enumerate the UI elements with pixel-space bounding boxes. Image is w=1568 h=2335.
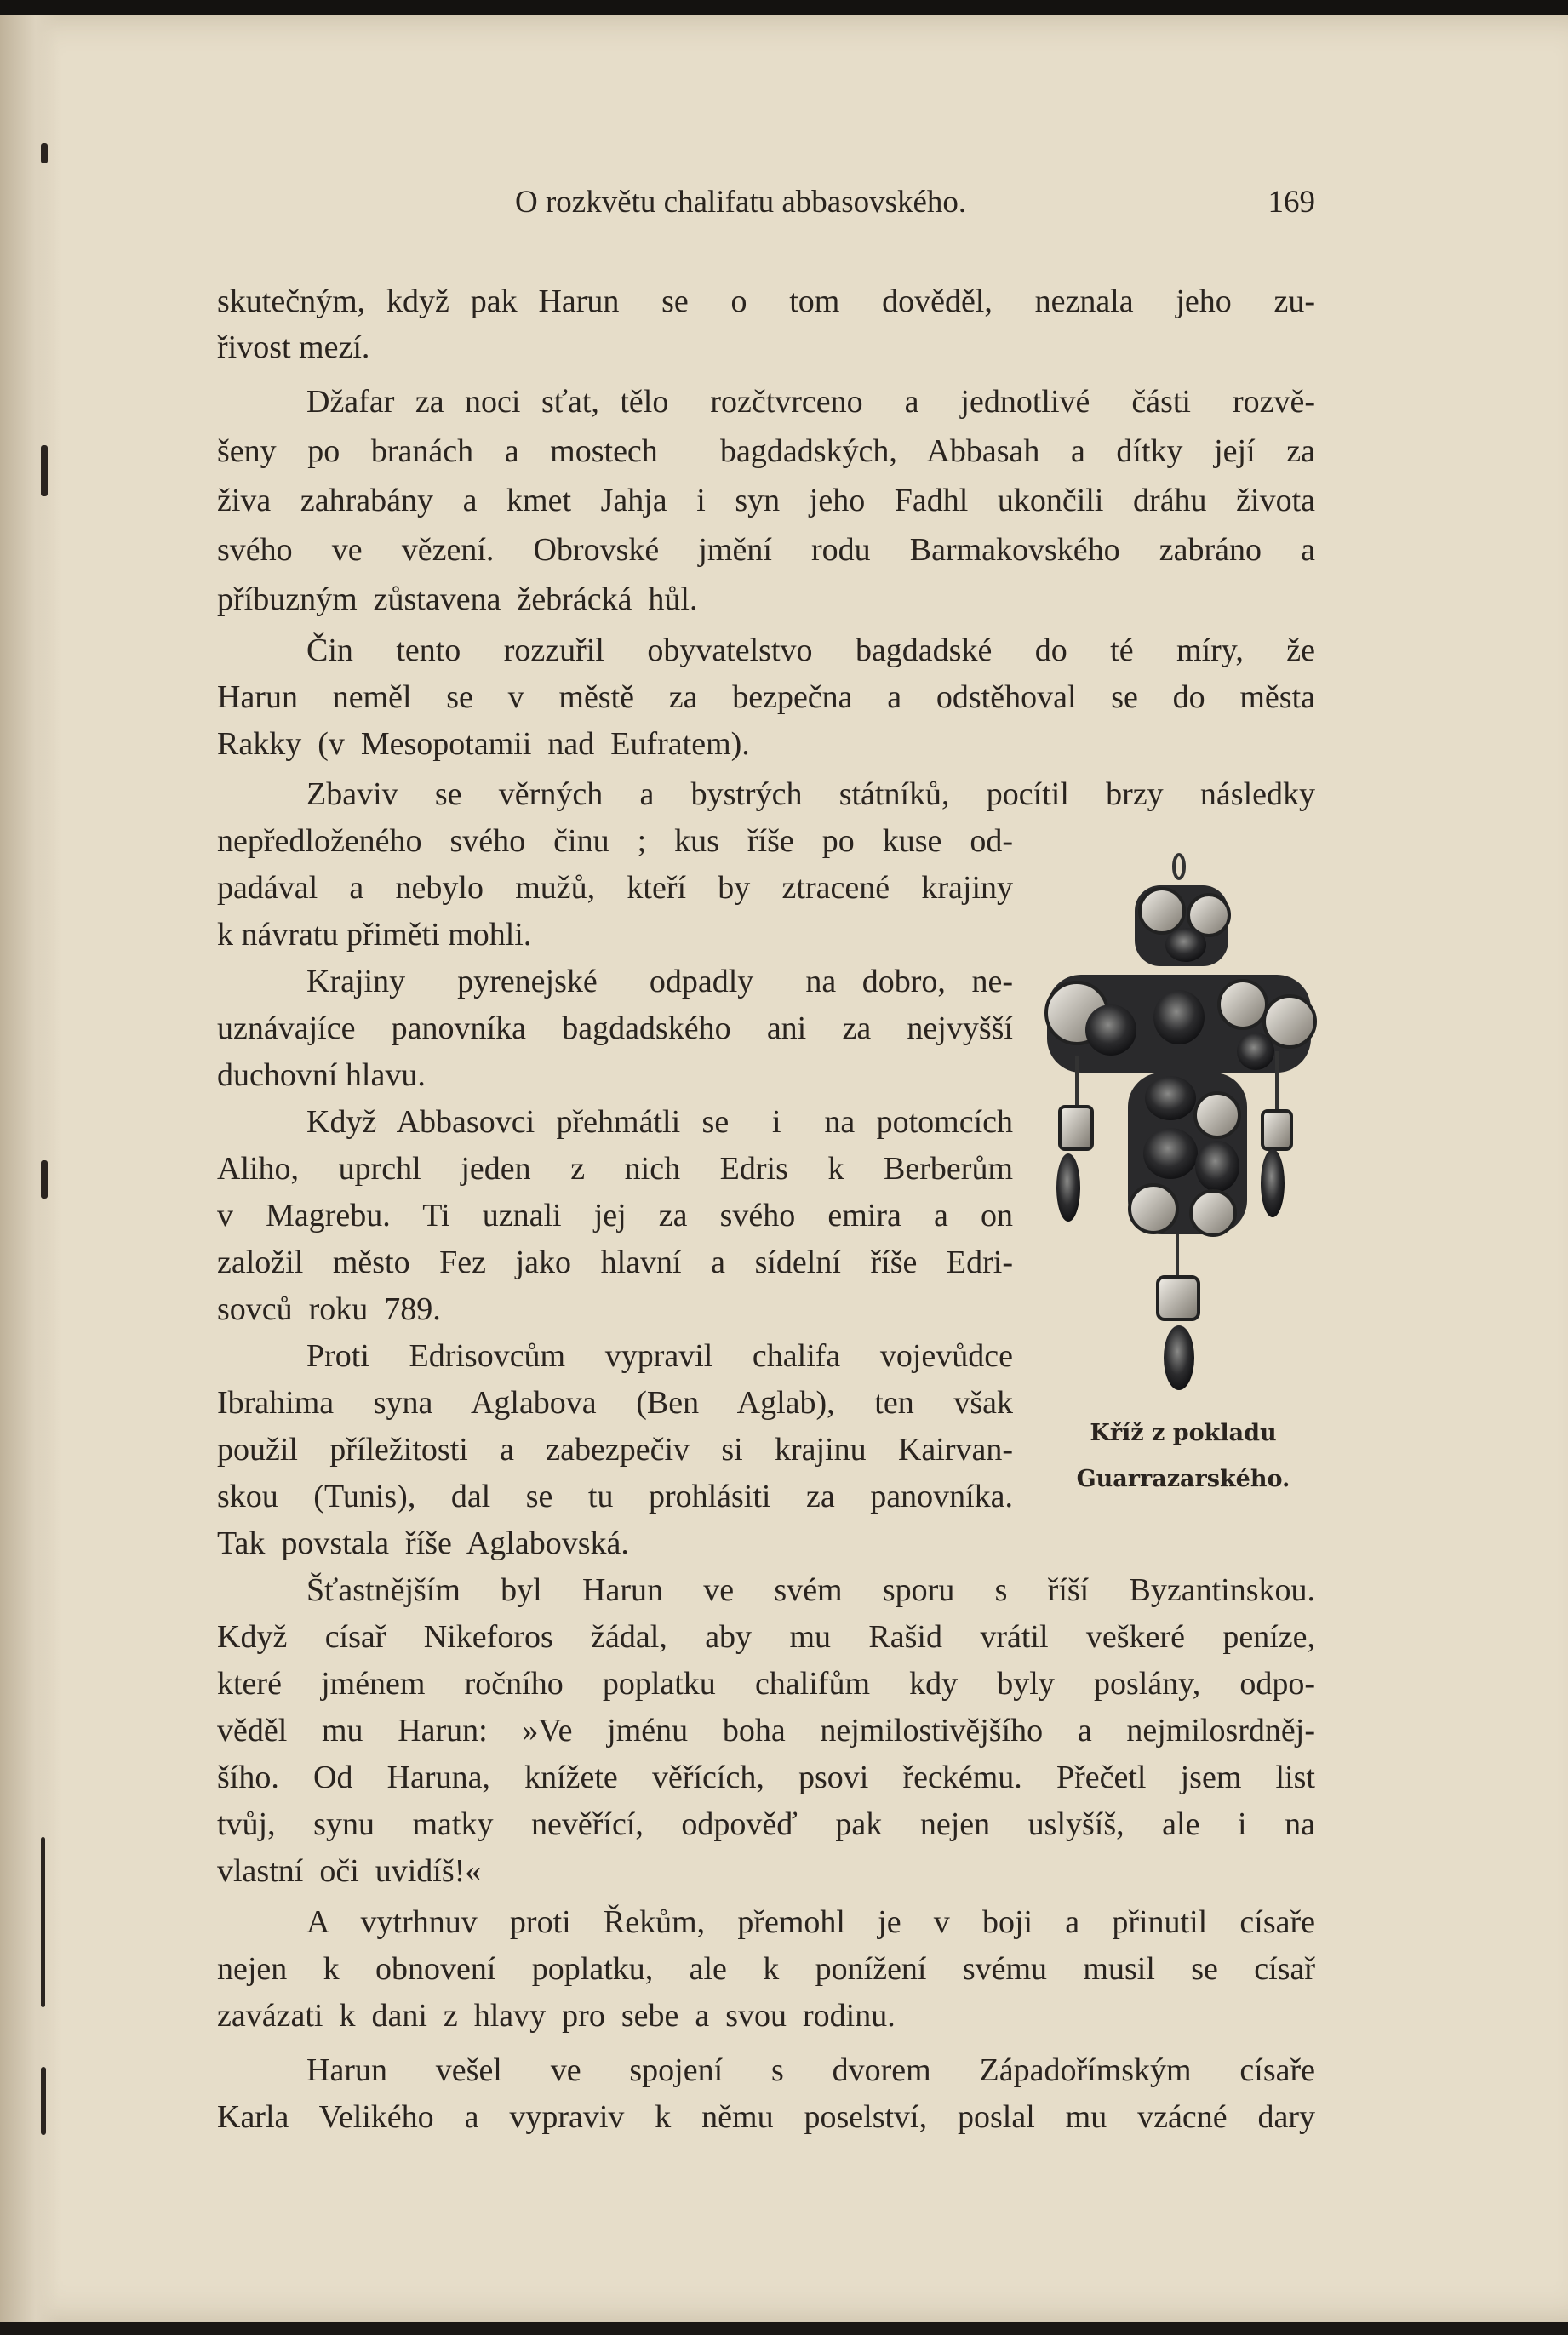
text-line: skutečným, když pak Harun se o tom dověděl, neznala jeho zu- xyxy=(217,283,1315,319)
text-line: šeny po branách a mostech bagdadských, Abbasah a dítky její za xyxy=(217,433,1315,469)
text-line: Rakky (v Mesopotamii nad Eufratem). xyxy=(217,726,750,762)
text-line: duchovní hlavu. xyxy=(217,1057,426,1093)
text-line: Harun neměl se v městě za bezpečna a odstěhoval se do města xyxy=(217,679,1315,715)
page-gutter xyxy=(0,15,60,2322)
text-line: tvůj, synu matky nevěřící, odpověď pak nejen uslyšíš, ale i na xyxy=(217,1806,1315,1842)
text-line: A vytrhnuv proti Řekům, přemohl je v boji a přinutil císaře xyxy=(306,1904,1315,1940)
binding-mark xyxy=(41,1160,48,1199)
text-line: Harun vešel ve spojení s dvorem Západořímským císaře xyxy=(306,2052,1315,2088)
text-line: Tak povstala říše Aglabovská. xyxy=(217,1525,629,1561)
scan-top-edge xyxy=(0,0,1568,15)
binding-mark xyxy=(41,1837,45,2007)
text-line: řivost mezí. xyxy=(217,329,370,365)
text-line: Krajiny pyrenejské odpadly na dobro, ne- xyxy=(306,964,1013,999)
running-title: O rozkvětu chalifatu abbasovského. xyxy=(515,185,967,220)
text-line: Zbaviv se věrných a bystrých státníků, pocítil brzy následky xyxy=(306,776,1315,812)
text-line: nepředloženého svého činu ; kus říše po kuse od- xyxy=(217,823,1013,859)
text-line: živa zahrabány a kmet Jahja i syn jeho Fadhl ukončili dráhu života xyxy=(217,483,1315,518)
text-line: skou (Tunis), dal se tu prohlásiti za panovníka. xyxy=(217,1479,1013,1514)
text-line: Když císař Nikeforos žádal, aby mu Rašid vrátil veškeré peníze, xyxy=(217,1619,1315,1655)
text-line: použil příležitosti a zabezpečiv si krajinu Kairvan- xyxy=(217,1432,1013,1468)
text-line: nejen k obnovení poplatku, ale k ponížení svému musil se císař xyxy=(217,1951,1315,1987)
text-line: padával a nebylo mužů, kteří by ztracené krajiny xyxy=(217,870,1013,906)
figure-caption-line1: Kříž z pokladu xyxy=(1090,1420,1277,1446)
text-line: v Magrebu. Ti uznali jej za svého emira a on xyxy=(217,1198,1013,1233)
text-line: založil město Fez jako hlavní a sídelní říše Edri- xyxy=(217,1245,1013,1280)
text-line: Ibrahima syna Aglabova (Ben Aglab), ten však xyxy=(217,1385,1013,1421)
running-header xyxy=(217,177,1315,228)
text-line: svého ve vězení. Obrovské jmění rodu Barmakovského zabráno a xyxy=(217,532,1315,568)
text-line: Čin tento rozzuřil obyvatelstvo bagdadské do té míry, že xyxy=(306,632,1315,668)
page-number: 169 xyxy=(1268,185,1315,220)
text-line: příbuzným zůstavena žebrácká hůl. xyxy=(217,581,698,617)
text-line: Proti Edrisovcům vypravil chalifa vojevůdce xyxy=(306,1338,1013,1374)
binding-mark xyxy=(41,2067,46,2135)
figure-caption-line2: Guarrazarského. xyxy=(1076,1466,1290,1492)
text-line: k návratu přiměti mohli. xyxy=(217,917,532,953)
jeweled-cross-illustration xyxy=(1043,851,1324,1396)
text-line: které jménem ročního poplatku chalifům kdy byly poslány, odpo- xyxy=(217,1666,1315,1702)
text-line: Aliho, uprchl jeden z nich Edris k Berberům xyxy=(217,1151,1013,1187)
text-line: věděl mu Harun: »Ve jménu boha nejmilostivějšího a nejmilosrdněj- xyxy=(217,1713,1315,1748)
text-line: Šťastnějším byl Harun ve svém sporu s říší Byzantinskou. xyxy=(306,1572,1315,1608)
text-line: šího. Od Haruna, knížete věřících, psovi řeckému. Přečetl jsem list xyxy=(217,1760,1315,1795)
text-line: uznávajíce panovníka bagdadského ani za nejvyšší xyxy=(217,1010,1013,1046)
text-line: zavázati k dani z hlavy pro sebe a svou rodinu. xyxy=(217,1998,896,2034)
text-line: Džafar za noci sťat, tělo rozčtvrceno a jednotlivé části rozvě- xyxy=(306,384,1315,420)
text-line: vlastní oči uvidíš!« xyxy=(217,1853,482,1889)
text-line: sovců roku 789. xyxy=(217,1291,441,1327)
binding-mark xyxy=(41,143,48,163)
text-line: Když Abbasovci přehmátli se i na potomcích xyxy=(306,1104,1013,1140)
binding-mark xyxy=(41,445,48,496)
text-line: Karla Velikého a vypraviv k němu poselství, poslal mu vzácné dary xyxy=(217,2099,1315,2135)
